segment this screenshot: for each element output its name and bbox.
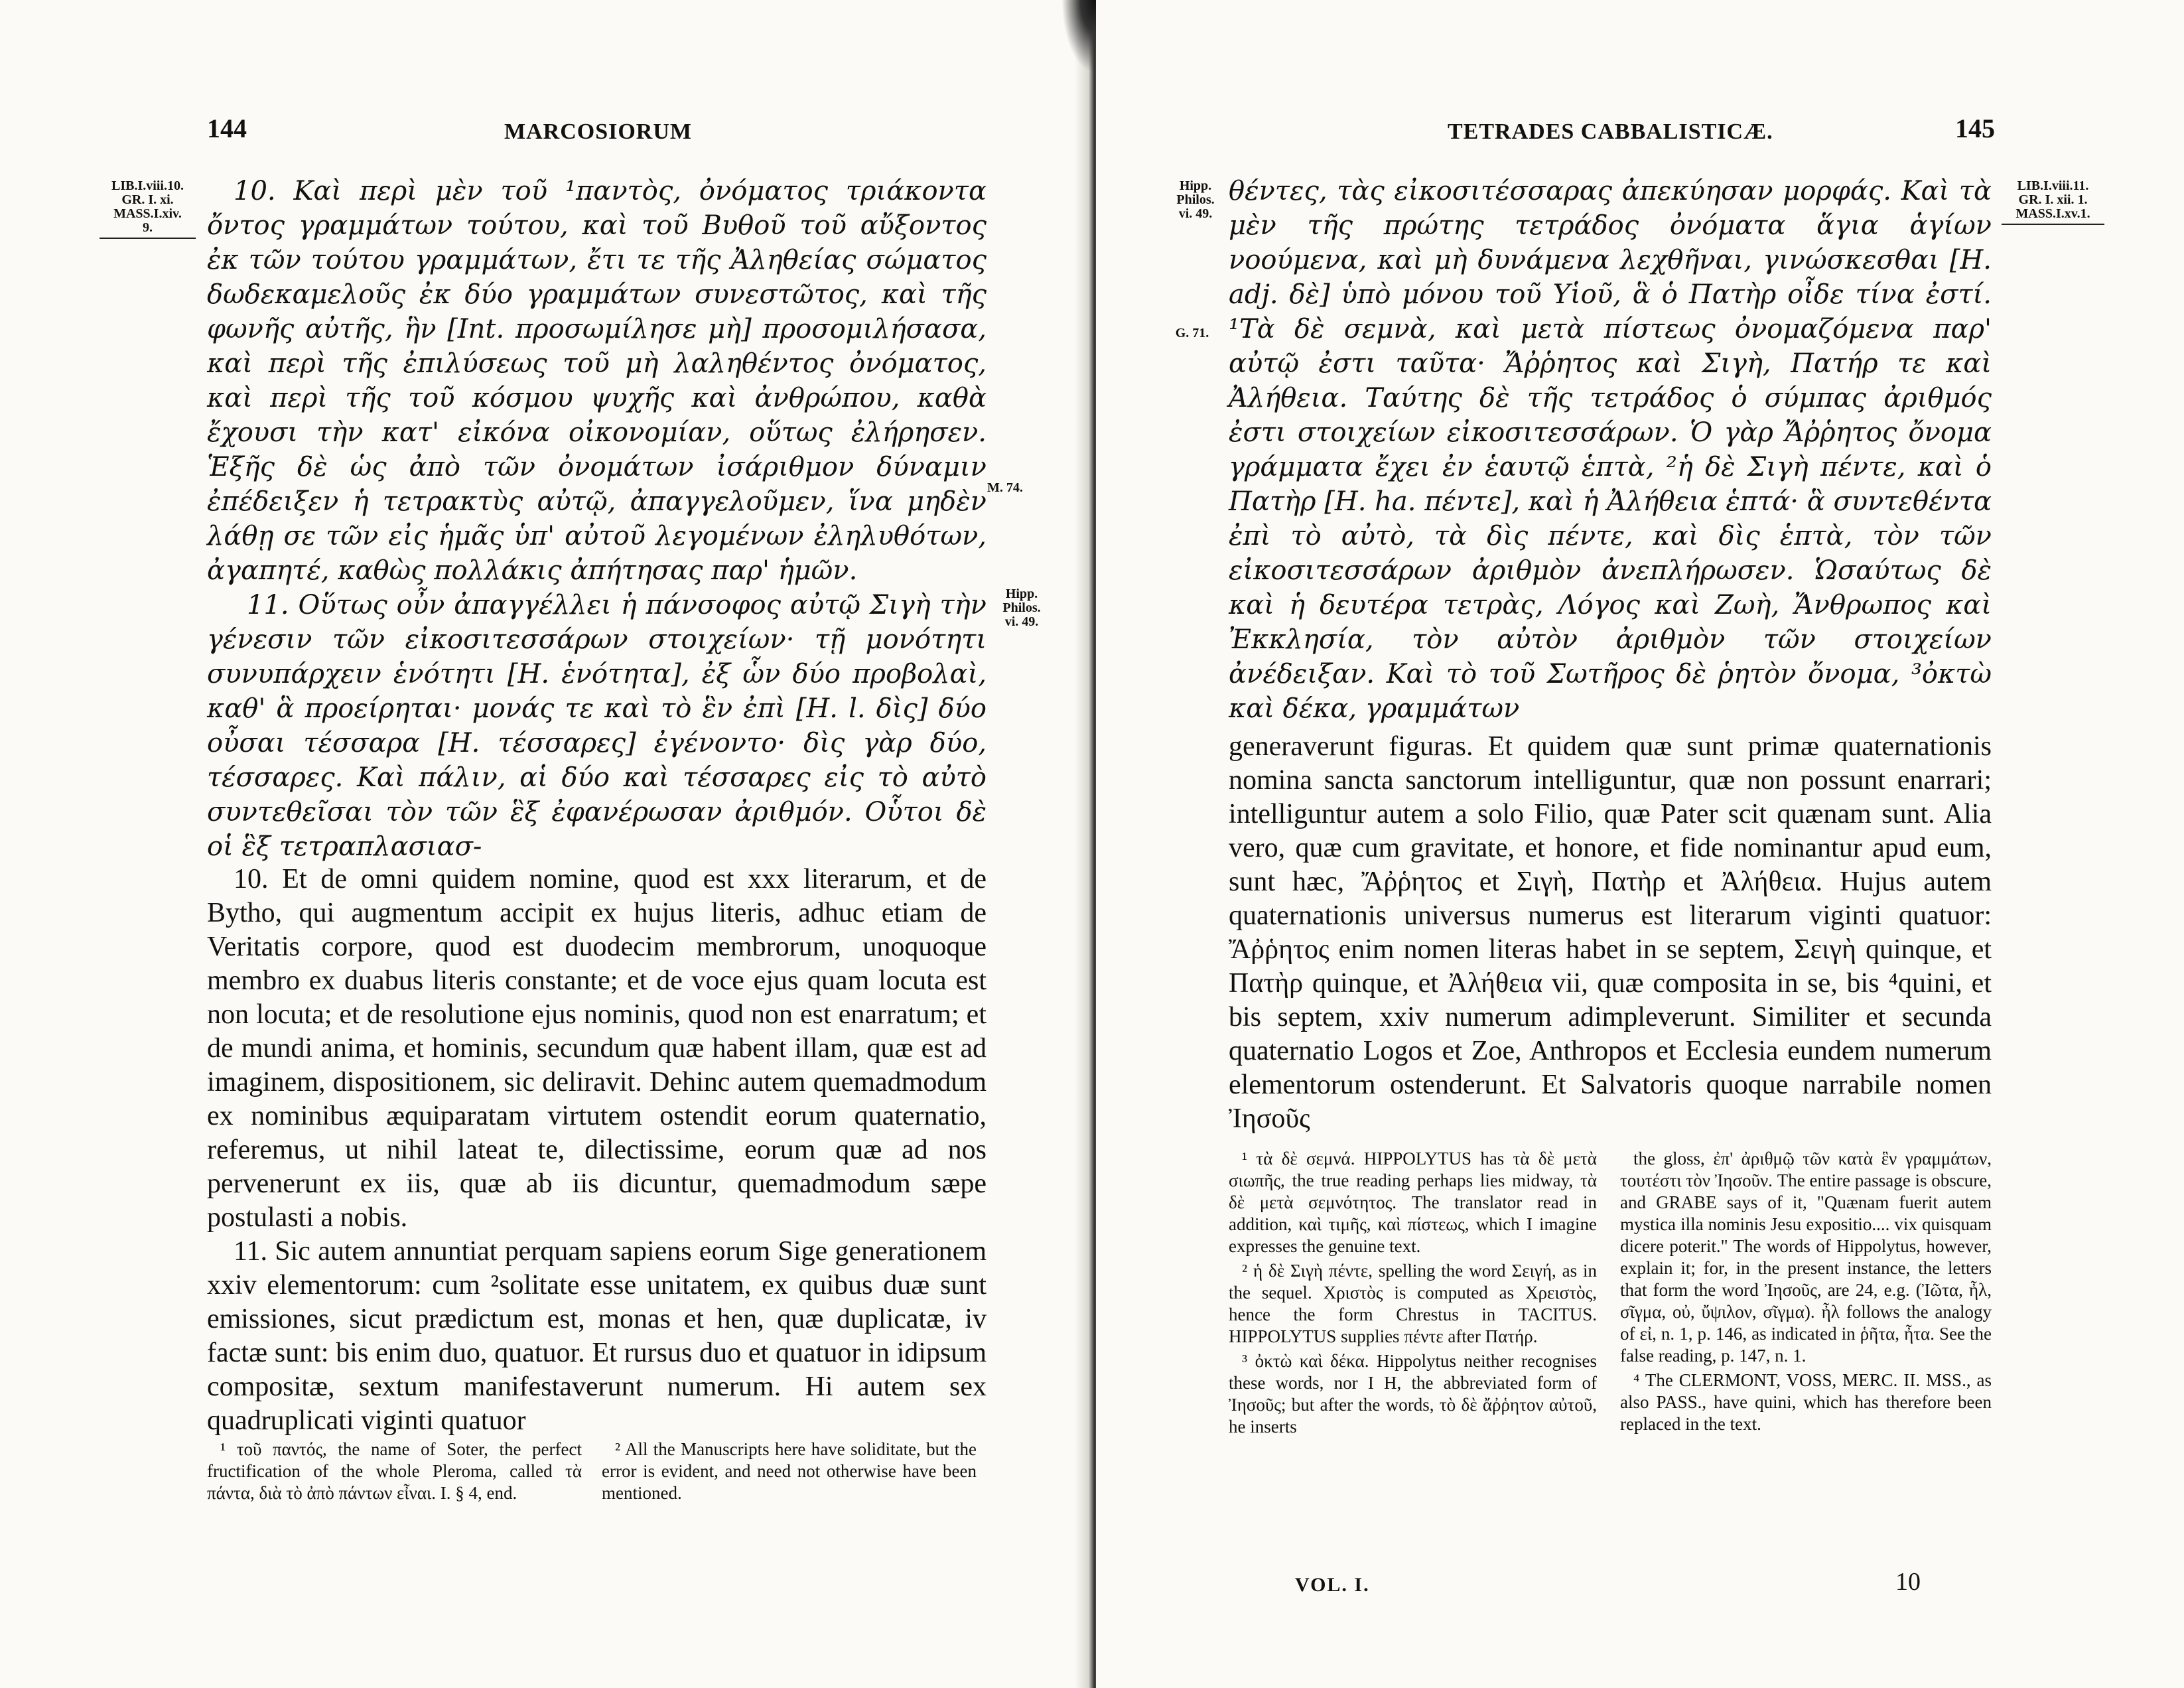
greek-paragraph-10: 10. Καὶ περὶ μὲν τοῦ ¹παντὸς, ὀνόματος τριάκοντα ὄντος γραμμάτων τούτου, καὶ τοῦ Βυθοῦ τοῦ αὔξοντος ἐκ τῶν τούτου γραμμάτων, ἔτι τε τῆς Ἀληθείας σώματος δωδεκαμελοῦς ἐκ δύο γραμμάτων συνεστῶτος, καὶ τῆς φωνῆς αὐτῆς, ἣν [Int. προσωμίλησε μὴ] προσομιλήσασα, καὶ περὶ τῆς ἐπιλύσεως τοῦ μὴ λαληθέντος ὀνόματος, καὶ περὶ τῆς τοῦ κόσμου ψυχῆς καὶ ἀνθρώπου, καθὰ ἔχουσι τὴν κατ' εἰκόνα οἰκονομίαν, οὕτως ἐλήρησεν. Ἑξῆς δὲ ὡς ἀπὸ τῶν ὀνομάτων ἰσάριθμον δύναμιν ἐπέδειξεν ἡ τετρακτὺς αὐτῷ, ἀπαγγελοῦμεν, ἵνα μηδὲν λάθῃ σε τῶν εἰς ἡμᾶς ὑπ' αὐτοῦ λεγομένων ἐληλυθότων, ἀγαπητέ, καθὼς πολλάκις ἀπήτησας παρ' ἡμῶν.: [207, 176, 987, 586]
latin-text: [207, 863, 987, 1438]
page-number: 145: [1955, 113, 1995, 143]
latin-text: generaverunt figuras. Et quidem quæ sunt primæ quaternationis nomina sancta sanctorum intelliguntur, quæ non possunt enarrari; intelliguntur autem a solo Filio, quæ Pater scit quænam sunt. Alia vero, quæ cum gravitate, et honore, et fide nominantur apud eum, sunt hæc, Ἄῤῥητος et Σιγὴ, Πατὴρ et Ἀλήθεια. Hujus autem quaternationis universus numerus est literarum viginti quatuor: Ἄῤῥητος enim nomen literas habet in se septem, Σειγὴ quinque, et Πατὴρ quinque, et Ἀλήθεια vii, quæ composita in se, bis ⁴quini, et bis septem, xxiv numerum adimpleverunt. Similiter et secunda quaternatio Logos et Zoe, Anthropos et Ecclesia eundem numerum elementorum ostenderunt. Et Salvatoris quoque narrabile nomen Ἰησοῦς: [1229, 731, 1992, 1134]
margin-reference-g71: G. 71.: [1175, 326, 1209, 340]
footnote-2: ² All the Manuscripts here have soliditate, but the error is evident, and need not otherwise have been mentioned.: [602, 1439, 977, 1503]
left-page: [0, 0, 1088, 1688]
running-head: TETRADES CABBALISTICÆ.: [1448, 119, 1773, 144]
margin-reference-m74: M. 74.: [987, 480, 1023, 495]
latin-paragraph-10: 10. Et de omni quidem nomine, quod est xxx literarum, et de Bytho, qui augmentum accipit ex hujus literis, adhuc etiam de Veritatis corpore, quod est duodecim membrorum, unoquoque membro ex duabus literis constante; et de voce ejus quam locuta est non locuta; et de resolutione ejus nominis, quod non est enarratum; et de mundi anima, et hominis, secundum quæ habent illam, quæ est ad imaginem, dispositionem, sic deliravit. Dehinc autem quemadmodum ex nominibus æquiparatam virtutem ostendit eorum quaternatio, referemus, ut nihil lateat te, dilectissime, eorum quæ ad nos pervenerunt ex iis, quæ ab iis dicuntur, quemadmodum sæpe postulasti a nobis.: [207, 864, 987, 1233]
margin-reference-hipp: Hipp. Philos. vi. 49.: [1002, 587, 1041, 629]
greek-paragraph-11: 11. Οὕτως οὖν ἀπαγγέλλει ἡ πάνσοφος αὐτῷ Σιγὴ τὴν γένεσιν τῶν εἰκοσιτεσσάρων στοιχείων· τῇ μονότητι συνυπάρχειν ἑνότητι [H. ἑνότητα], ἐξ ὧν δύο προβολαὶ, καθ' ἃ προείρηται· μονάς τε καὶ τὸ ἓν ἐπὶ [H. l. δὶς] δύο οὖσαι τέσσαρα [H. τέσσαρες] ἐγένοντο· δὶς γὰρ δύο, τέσσαρες. Καὶ πάλιν, αἱ δύο καὶ τέσσαρες εἰς τὸ αὐτὸ συντεθεῖσαι τὸν τῶν ἓξ ἐφανέρωσαν ἀριθμόν. Οὗτοι δὲ οἱ ἓξ τετραπλασιασ-: [207, 590, 987, 862]
right-page: [1096, 0, 2184, 1688]
footnotes: [1229, 1148, 1992, 1559]
margin-reference: LIB.I.viii.10. GR. I. xi. MASS.I.xiv. 9.: [100, 179, 196, 239]
signature-mark: 10: [1895, 1568, 1921, 1596]
greek-text: θέντες, τὰς εἰκοσιτέσσαρας ἀπεκύησαν μορφάς. Καὶ τὰ μὲν τῆς πρώτης τετράδος ὀνόματα ἅγια ἁγίων νοούμενα, καὶ μὴ δυνάμενα λεχθῆναι, γινώσκεσθαι [H. adj. δὲ] ὑπὸ μόνου τοῦ Υἱοῦ, ἃ ὁ Πατὴρ οἶδε τίνα ἐστί. ¹Τὰ δὲ σεμνὰ, καὶ μετὰ πίστεως ὀνομαζόμενα παρ' αὐτῷ ἐστι ταῦτα· Ἄῤῥητος καὶ Σιγὴ, Πατήρ τε καὶ Ἀλήθεια. Ταύτης δὲ τῆς τετράδος ὁ σύμπας ἀριθμός ἐστι στοιχείων εἰκοσιτεσσάρων. Ὁ γὰρ Ἄῤῥητος ὄνομα γράμματα ἔχει ἐν ἑαυτῷ ἑπτὰ, ²ἡ δὲ Σιγὴ πέντε, καὶ ὁ Πατὴρ [H. ha. πέντε], καὶ ἡ Ἀλήθεια ἑπτά· ἃ συντεθέντα ἐπὶ τὸ αὐτὸ, τὰ δὶς πέντε, καὶ δὶς ἑπτὰ, τὸν τῶν εἰκοσιτεσσάρων ἀριθμὸν ἀνεπλήρωσεν. Ὡσαύτως δὲ καὶ ἡ δευτέρα τετρὰς, Λόγος καὶ Ζωὴ, Ἄνθρωπος καὶ Ἐκκλησία, τὸν αὐτὸν ἀριθμὸν τῶν στοιχείων ἀνέδειξαν. Καὶ τὸ τοῦ Σωτῆρος δὲ ῥητὸν ὄνομα, ³ὀκτὼ καὶ δέκα, γραμμάτων: [1229, 176, 1992, 724]
footnotes-column-1: ¹ τὰ δὲ σεμνά. HIPPOLYTUS has τὰ δὲ μετὰ σιωπῆς, the true reading perhaps lies midway, τὰ δὲ μετὰ σεμνότητος. The translator read in addition, καὶ τιμῆς, καὶ πίστεως, which I imagine expresses the genuine text. ² ἡ δὲ Σιγὴ πέντε, spelling the word Σειγή, as in the sequel. Χριστὸς is computed as Χρειστὸς, hence the form Chrestus in TACITUS. HIPPOLYTUS supplies πέντε after Πατήρ. ³ ὀκτὼ καὶ δέκα. Hippolytus neither recognises these words, nor I H, the abbreviated form of Ἰησοῦς; but after the words, τὸ δὲ ἄῤῥητον αὐτοῦ, he inserts: [1229, 1149, 1597, 1437]
running-head: MARCOSIORUM: [504, 119, 692, 144]
latin-paragraph-11: 11. Sic autem annuntiat perquam sapiens eorum Sige generationem xxiv elementorum: cum ²solitate esse unitatem, ex quibus duæ sunt emissiones, sicut prædictum est, monas et hen, quæ duplicatæ, iv factæ sunt: bis enim duo, quatuor. Et rursus duo et quatuor in idipsum compositæ, sextum manifestaverunt numerum. Hi autem sex quadruplicati viginti quatuor: [207, 1236, 987, 1436]
page-number: 144: [207, 113, 247, 143]
greek-text: [207, 174, 987, 864]
footnote-1: ¹ τοῦ παντός, the name of Soter, the perfect fructification of the whole Pleroma, called τὰ πάντα, διὰ τὸ ἀπὸ πάντων εἶναι. I. § 4, end.: [207, 1439, 582, 1503]
margin-reference-hipp: Hipp. Philos. vi. 49.: [1176, 178, 1215, 221]
margin-reference: LIB.I.viii.11. GR. I. xii. 1. MASS.I.xv.1.: [2002, 179, 2104, 225]
footnotes-column-2: the gloss, ἐπ' ἀριθμῷ τῶν κατὰ ἓν γραμμάτων, τουτέστι τὸν Ἰησοῦν. The entire passage is obscure, and GRABE says of it, "Quænam fuerit autem mystica illa nominis Jesu expositio.... vix quisquam dicere poterit." The words of Hippolytus, however, explain it; for, in the present instance, the letters that form the word Ἰησοῦς, are 24, e.g. (Ἰῶτα, ἦλ, σῖγμα, οὐ, ὔψιλον, σῖγμα). ἦλ follows the analogy of εἰ, n. 1, p. 146, as indicated in ῥῆτα, ἦτα. See the false reading, p. 147, n. 1. ⁴ The CLERMONT, VOSS, MERC. II. MSS., as also PASS., have quini, which has therefore been replaced in the text.: [1620, 1149, 1992, 1434]
footnotes: [207, 1439, 977, 1558]
volume-label: VOL. I.: [1295, 1574, 1370, 1596]
